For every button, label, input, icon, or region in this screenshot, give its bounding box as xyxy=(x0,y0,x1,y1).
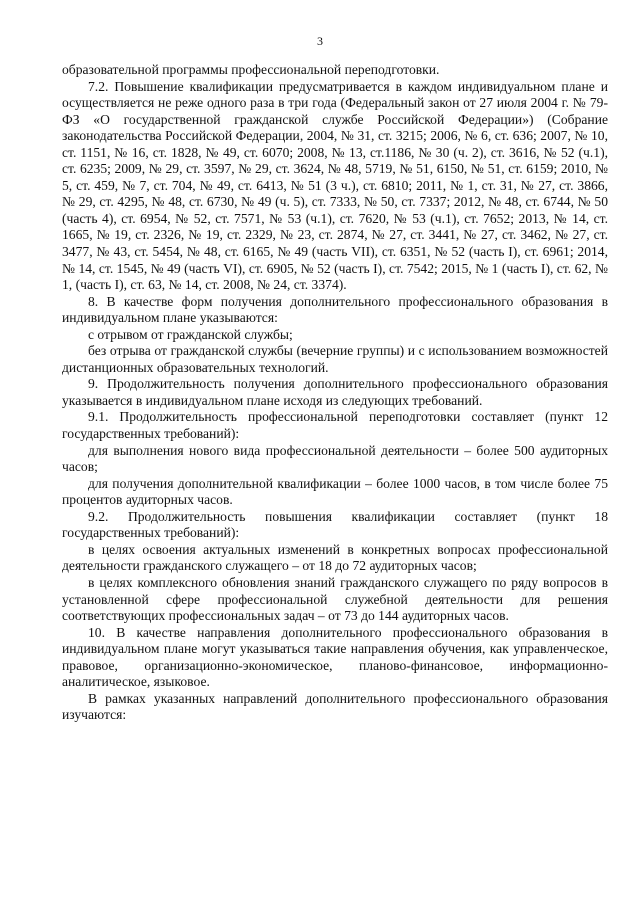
paragraph-program-end: образовательной программы профессиональной переподготовки. xyxy=(62,62,440,77)
document-body xyxy=(62,62,608,724)
paragraph-9-2-advanced-training: 9.2. Продолжительность повышения квалификации составляет (пункт 18 государственных требований): xyxy=(62,508,608,541)
paragraph-10-studied: В рамках указанных направлений дополнительного профессионального образования изучаются: xyxy=(62,690,608,723)
paragraph-9-1-retraining: 9.1. Продолжительность профессиональной переподготовки составляет (пункт 12 государственных требований): xyxy=(62,409,608,442)
paragraph-8-forms: 8. В качестве форм получения дополнительного профессионального образования в индивидуальном плане указываются: xyxy=(62,293,608,326)
paragraph-10-directions: 10. В качестве направления дополнительного профессионального образования в индивидуальном плане могут указываться такие направления обучения, как управленческое, правовое, организационно-экономическое, планово-финансовое, информационно-аналитическое, языковое. xyxy=(62,624,608,690)
paragraph-9-2-comprehensive-update: в целях комплексного обновления знаний гражданского служащего по ряду вопросов в установленной сфере профессиональной служебной деятельности для решения соответствующих профессиональных задач – от 73 до 144 аудиторных часов. xyxy=(62,574,608,624)
paragraph-8-with-break: с отрывом от гражданской службы; xyxy=(88,326,293,342)
paragraph-9-1-additional-qualification: для получения дополнительной квалификации – более 1000 часов, в том числе более 75 процентов аудиторных часов. xyxy=(62,475,608,508)
page-number: 3 xyxy=(317,34,323,48)
paragraph-9-2-current-changes: в целях освоения актуальных изменений в конкретных вопросах профессиональной деятельности гражданского служащего – от 18 до 72 аудиторных часов; xyxy=(62,541,608,574)
paragraph-7-2-qualification: 7.2. Повышение квалификации предусматривается в каждом индивидуальном плане и осуществляется не реже одного раза в три года (Федеральный закон от 27 июля 2004 г. № 79-ФЗ «О государственной гражданской службе Российской Федерации») (Собрание законодательства Российской Федерации, 2004, № 31, ст. 3215; 2006, № 6, ст. 636; 2007, № 10, ст. 1151, № 16, ст. 1828, № 49, ст. 6070; 2008, № 13, ст.1186, № 30 (ч. 2), ст. 3616, № 52 (ч.1), ст. 6235; 2009, № 29, ст. 3597, № 29, ст. 3624, № 48, 5719, № 51, 6150, № 51, ст. 6159; 2010, № 5, ст. 459, № 7, ст. 704, № 49, ст. 6413, № 51 (3 ч.), ст. 6810; 2011, № 1, ст. 31, № 27, ст. 3866, № 29, ст. 4295, № 48, ст. 6730, № 49 (ч. 5), ст. 7333, № 50, ст. 7337; 2012, № 48, ст. 6744, № 50 (часть 4), ст. 6954, № 52, ст. 7571, № 53 (ч.1), ст. 7620, № 53 (ч.1), ст. 7652; 2013, № 14, ст. 1665, № 19, ст. 2326, № 19, ст. 2329, № 23, ст. 2874, № 27, ст. 3441, № 27, ст. 3462, № 27, ст. 3477, № 43, ст. 5454, № 48, ст. 6165, № 49 (часть VII), ст. 6351, № 52 (часть I), ст. 6961; 2014, № 14, ст. 1545, № 49 (часть VI), ст. 6905, № 52 (часть I), ст. 7542; 2015, № 1 (часть I), ст. 62, № 1, (часть I), ст. 63, № 14, ст. 2008, № 24, ст. 3374). xyxy=(62,78,608,293)
paragraph-9-1-new-activity: для выполнения нового вида профессиональной деятельности – более 500 аудиторных часов; xyxy=(62,442,608,475)
paragraph-8-without-break: без отрыва от гражданской службы (вечерние группы) и с использованием возможностей дистанционных образовательных технологий. xyxy=(62,343,608,375)
paragraph-9-duration: 9. Продолжительность получения дополнительного профессионального образования указывается в индивидуальном плане исходя из следующих требований. xyxy=(62,376,608,408)
